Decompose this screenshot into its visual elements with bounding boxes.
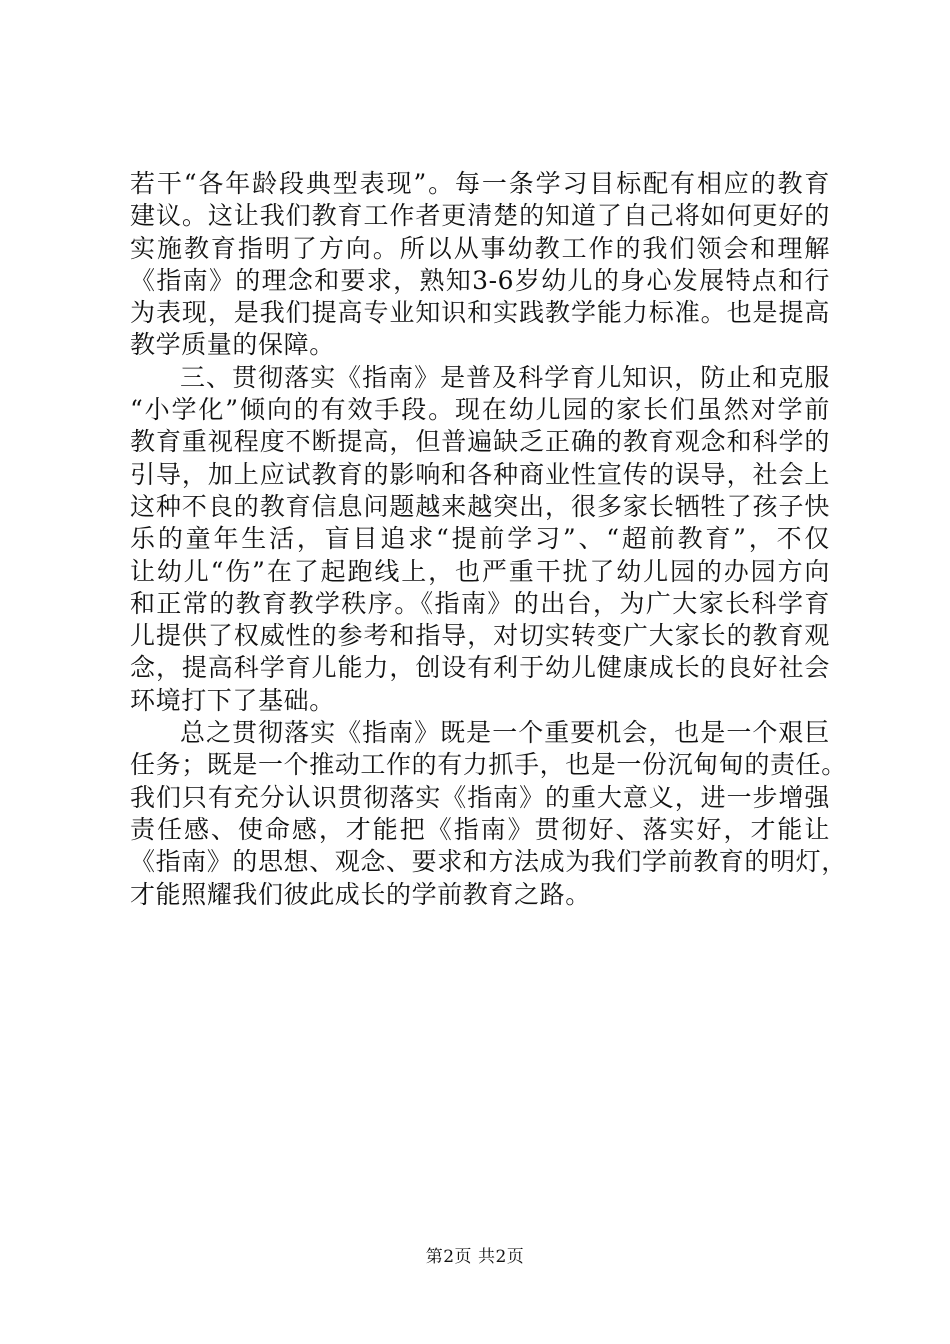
text-line: 总之贯彻落实《指南》既是一个重要机会，也是一个艰巨 [180, 718, 830, 748]
text-line: 环境打下了基础。 [130, 685, 335, 715]
text-line: 念，提高科学育儿能力，创设有利于幼儿健康成长的良好社会 [130, 653, 830, 683]
text-line: 儿提供了权威性的参考和指导，对切实转变广大家长的教育观 [130, 621, 830, 651]
text-line: 这种不良的教育信息问题越来越突出，很多家长牺牲了孩子快 [130, 491, 830, 521]
text-line: 若干“各年龄段典型表现”。每一条学习目标配有相应的教育 [130, 169, 830, 198]
text-line: 实施教育指明了方向。所以从事幼教工作的我们领会和理解 [130, 233, 830, 263]
text-line: 让幼儿“伤”在了起跑线上，也严重干扰了幼儿园的办园方向 [130, 556, 830, 586]
text-line: 引导，加上应试教育的影响和各种商业性宣传的误导，社会上 [130, 459, 830, 489]
text-line: “小学化”倾向的有效手段。现在幼儿园的家长们虽然对学前 [130, 395, 830, 425]
text-line: 乐的童年生活，盲目追求“提前学习”、“超前教育”，不仅 [130, 524, 830, 554]
text-line: 教育重视程度不断提高，但普遍缺乏正确的教育观念和科学的 [130, 427, 830, 457]
text-line: 和正常的教育教学秩序。《指南》的出台，为广大家长科学育 [130, 588, 830, 618]
text-line: 《指南》的思想、观念、要求和方法成为我们学前教育的明灯， [130, 847, 847, 877]
page-number-footer: 第2页 共2页 [425, 1247, 525, 1267]
text-line: 教学质量的保障。 [130, 330, 335, 360]
text-line: 才能照耀我们彼此成长的学前教育之路。 [130, 879, 591, 909]
text-line: 任务；既是一个推动工作的有力抓手，也是一份沉甸甸的责任。 [130, 750, 847, 780]
text-line: 三、贯彻落实《指南》是普及科学育儿知识，防止和克服 [180, 362, 830, 392]
text-line: 我们只有充分认识贯彻落实《指南》的重大意义，进一步增强 [130, 782, 830, 812]
text-line: 《指南》的理念和要求，熟知3-6岁幼儿的身心发展特点和行 [130, 265, 830, 295]
text-line: 责任感、使命感，才能把《指南》贯彻好、落实好，才能让 [130, 814, 830, 844]
text-line: 建议。这让我们教育工作者更清楚的知道了自己将如何更好的 [130, 201, 830, 231]
document-body [130, 168, 847, 911]
text-line: 为表现，是我们提高专业知识和实践教学能力标准。也是提高 [130, 298, 830, 328]
